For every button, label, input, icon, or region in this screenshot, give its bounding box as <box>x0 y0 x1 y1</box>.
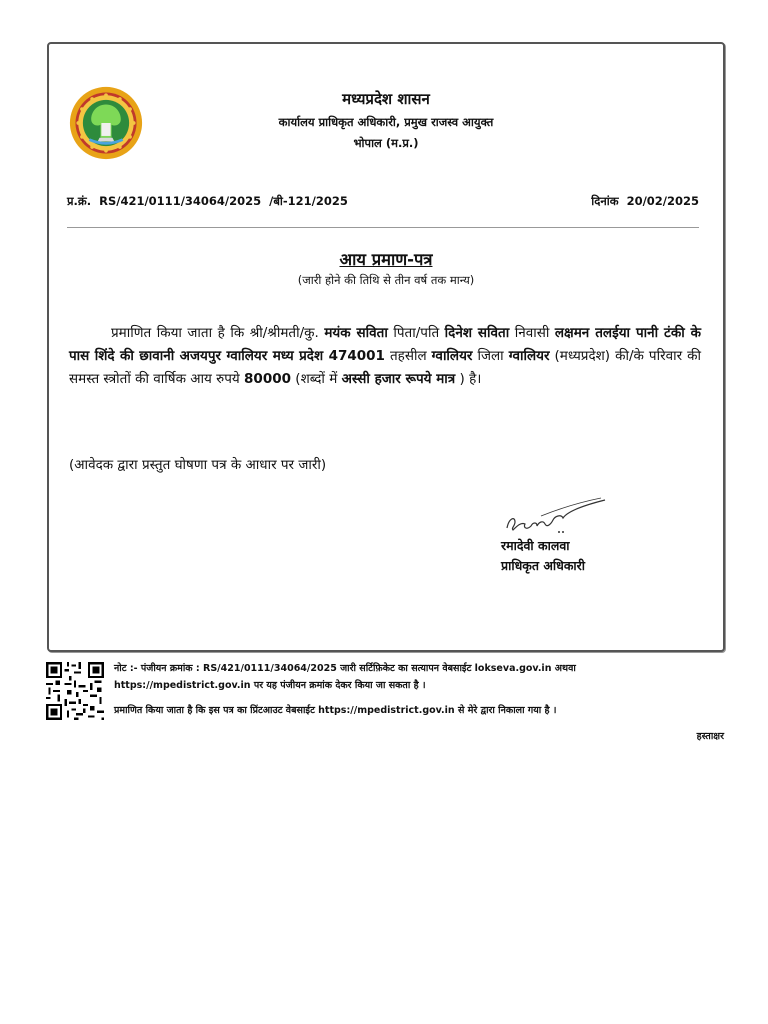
qr-code-icon <box>44 662 106 720</box>
date-value: 20/02/2025 <box>626 194 699 208</box>
district-label: जिला <box>477 348 504 364</box>
header-divider <box>67 227 699 228</box>
issuing-office: कार्यालय प्राधिकृत अधिकारी, प्रमुख राजस्व आयुक्त <box>278 115 494 129</box>
signature-label: हस्ताक्षर <box>696 731 724 742</box>
relation-label: पिता/पति <box>393 325 440 341</box>
income-amount: 80000 <box>244 371 291 387</box>
words-open: (शब्दों में <box>295 371 338 387</box>
printout-note: प्रमाणित किया जाता है कि इस पत्र का प्रिंटआउट वेबसाईट https://mpedistrict.gov.in से मेरे द्वारा निकाला गया है । <box>114 705 557 716</box>
signature-mark <box>501 492 611 538</box>
certificate-frame <box>47 42 725 652</box>
certificate-body <box>69 322 701 391</box>
validity-note: (जारी होने की तिथि से तीन वर्ष तक मान्य) <box>297 273 475 287</box>
issuing-city: भोपाल (म.प्र.) <box>353 136 419 150</box>
certificate-title <box>49 247 723 270</box>
signatory-designation: प्राधिकृत अधिकारी <box>501 558 586 573</box>
certificate-title-text: आय प्रमाण-पत्र <box>339 250 433 269</box>
income-amount-words: अस्सी हजार रूपये मात्र <box>341 371 456 387</box>
tehsil-label: तहसील <box>389 348 427 364</box>
date-label: दिनांक <box>591 194 619 208</box>
resident-label: निवासी <box>514 325 550 341</box>
tehsil: ग्वालियर <box>431 348 473 364</box>
reference-value: RS/421/0111/34064/2025 <box>99 194 262 208</box>
reference-sub-number: /बी-121/2025 <box>269 194 348 208</box>
district: ग्वालियर <box>508 348 550 364</box>
declaration-note: (आवेदक द्वारा प्रस्तुत घोषणा पत्र के आधार पर जारी) <box>69 457 327 473</box>
issue-date <box>591 194 699 209</box>
state-text: (मध्यप्रदेश) की/के परिवार की समस्त स्त्रोतों की वार्षिक आय रुपये <box>69 348 702 387</box>
address: लक्षमन तलईया पानी टंकी के पास शिंदे की छावानी अजयपुर ग्वालियर मध्य प्रदेश 474001 <box>69 325 701 364</box>
reference-label: प्र.क्रं. <box>67 194 92 208</box>
signatory-name: रमादेवी कालवा <box>501 538 570 553</box>
father-name: दिनेश सविता <box>444 325 510 341</box>
issuing-authority-title: मध्यप्रदेश शासन <box>342 90 430 108</box>
intro-text: प्रमाणित किया जाता है कि श्री/श्रीमती/कु. <box>111 325 319 341</box>
verification-note: नोट :- पंजीयन क्रमांक : RS/421/0111/34064/2025 जारी सर्टिफ़िकेट का सत्यापन वेबसाईट lokseva.gov.in अथवा https://mpedistrict.gov.in पर यह पंजीयन क्रमांक देकर किया जा सकता है । <box>114 663 576 691</box>
reference-number <box>67 194 348 209</box>
applicant-name: मयंक सविता <box>324 325 388 341</box>
closing-text: ) है। <box>459 371 482 387</box>
